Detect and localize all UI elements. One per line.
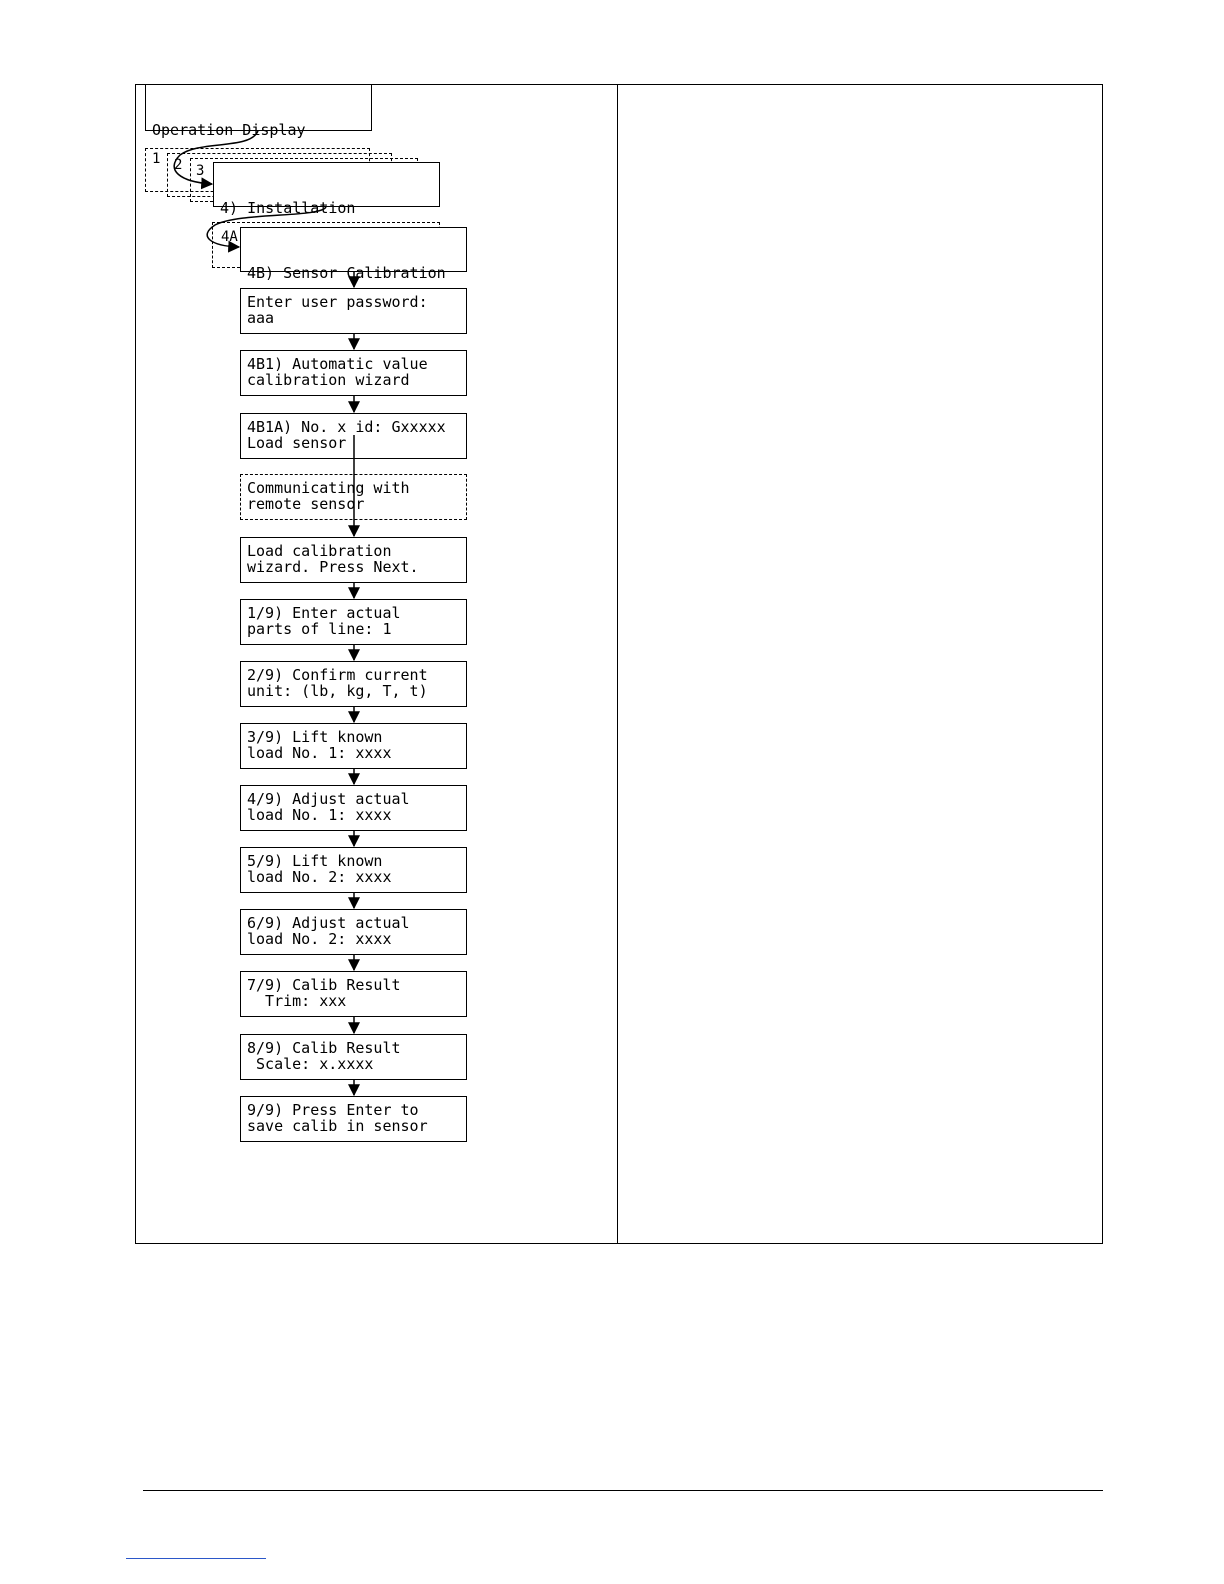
menu-stack-label-2: 2 xyxy=(174,157,183,173)
menu-stack-label-3: 3 xyxy=(196,163,205,179)
step-line: remote sensor xyxy=(247,495,365,513)
menu-stack-label-1: 1 xyxy=(152,151,161,167)
step-box xyxy=(240,1096,467,1142)
step-line: 6/9) Adjust actual xyxy=(247,914,410,932)
sensor-calibration-box xyxy=(240,227,467,282)
step-box xyxy=(240,971,467,1017)
step-box xyxy=(240,723,467,769)
step-line: load No. 1: xxxx xyxy=(247,744,392,762)
menu-stack-label-4a: 4A xyxy=(221,229,238,245)
step-line: 4B1) Automatic value xyxy=(247,355,428,373)
step-line: 1/9) Enter actual xyxy=(247,604,401,622)
step-box xyxy=(240,537,467,583)
step-line: 3/9) Lift known xyxy=(247,728,383,746)
step-line: save calib in sensor xyxy=(247,1117,428,1135)
operation-display-box xyxy=(145,84,372,139)
step-line: 8/9) Calib Result xyxy=(247,1039,401,1057)
table-column-divider xyxy=(617,84,618,1244)
step-line: 7/9) Calib Result xyxy=(247,976,401,994)
installation-label: 4) Installation xyxy=(220,199,356,217)
step-line: unit: (lb, kg, T, t) xyxy=(247,682,428,700)
step-box xyxy=(240,599,467,645)
step-line: Communicating with xyxy=(247,479,410,497)
step-line: calibration wizard xyxy=(247,371,410,389)
step-box xyxy=(240,1034,467,1080)
step-line: Enter user password: xyxy=(247,293,428,311)
step-box xyxy=(240,661,467,707)
step-box xyxy=(240,288,467,334)
installation-box xyxy=(213,162,440,217)
footer-rule xyxy=(143,1490,1103,1491)
step-line: load No. 1: xxxx xyxy=(247,806,392,824)
step-box xyxy=(240,474,467,520)
step-line: 4/9) Adjust actual xyxy=(247,790,410,808)
step-line: Trim: xxx xyxy=(247,992,347,1010)
step-line: wizard. Press Next. xyxy=(247,558,419,576)
step-line: Load sensor xyxy=(247,434,347,452)
step-line: Scale: x.xxxx xyxy=(247,1055,374,1073)
step-box xyxy=(240,847,467,893)
step-box xyxy=(240,909,467,955)
step-line: Load calibration xyxy=(247,542,392,560)
step-box xyxy=(240,785,467,831)
step-line: 2/9) Confirm current xyxy=(247,666,428,684)
footer-link-underline xyxy=(126,1558,266,1559)
step-line: 4B1A) No. x id: Gxxxxx xyxy=(247,418,446,436)
step-line: 5/9) Lift known xyxy=(247,852,383,870)
step-line: parts of line: 1 xyxy=(247,620,392,638)
step-line: 9/9) Press Enter to xyxy=(247,1101,419,1119)
step-line: load No. 2: xxxx xyxy=(247,930,392,948)
operation-display-label: Operation Display xyxy=(152,121,306,139)
step-line: load No. 2: xxxx xyxy=(247,868,392,886)
step-box xyxy=(240,350,467,396)
step-box xyxy=(240,413,467,459)
sensor-calibration-label: 4B) Sensor Calibration xyxy=(247,264,446,282)
step-line: aaa xyxy=(247,309,275,327)
